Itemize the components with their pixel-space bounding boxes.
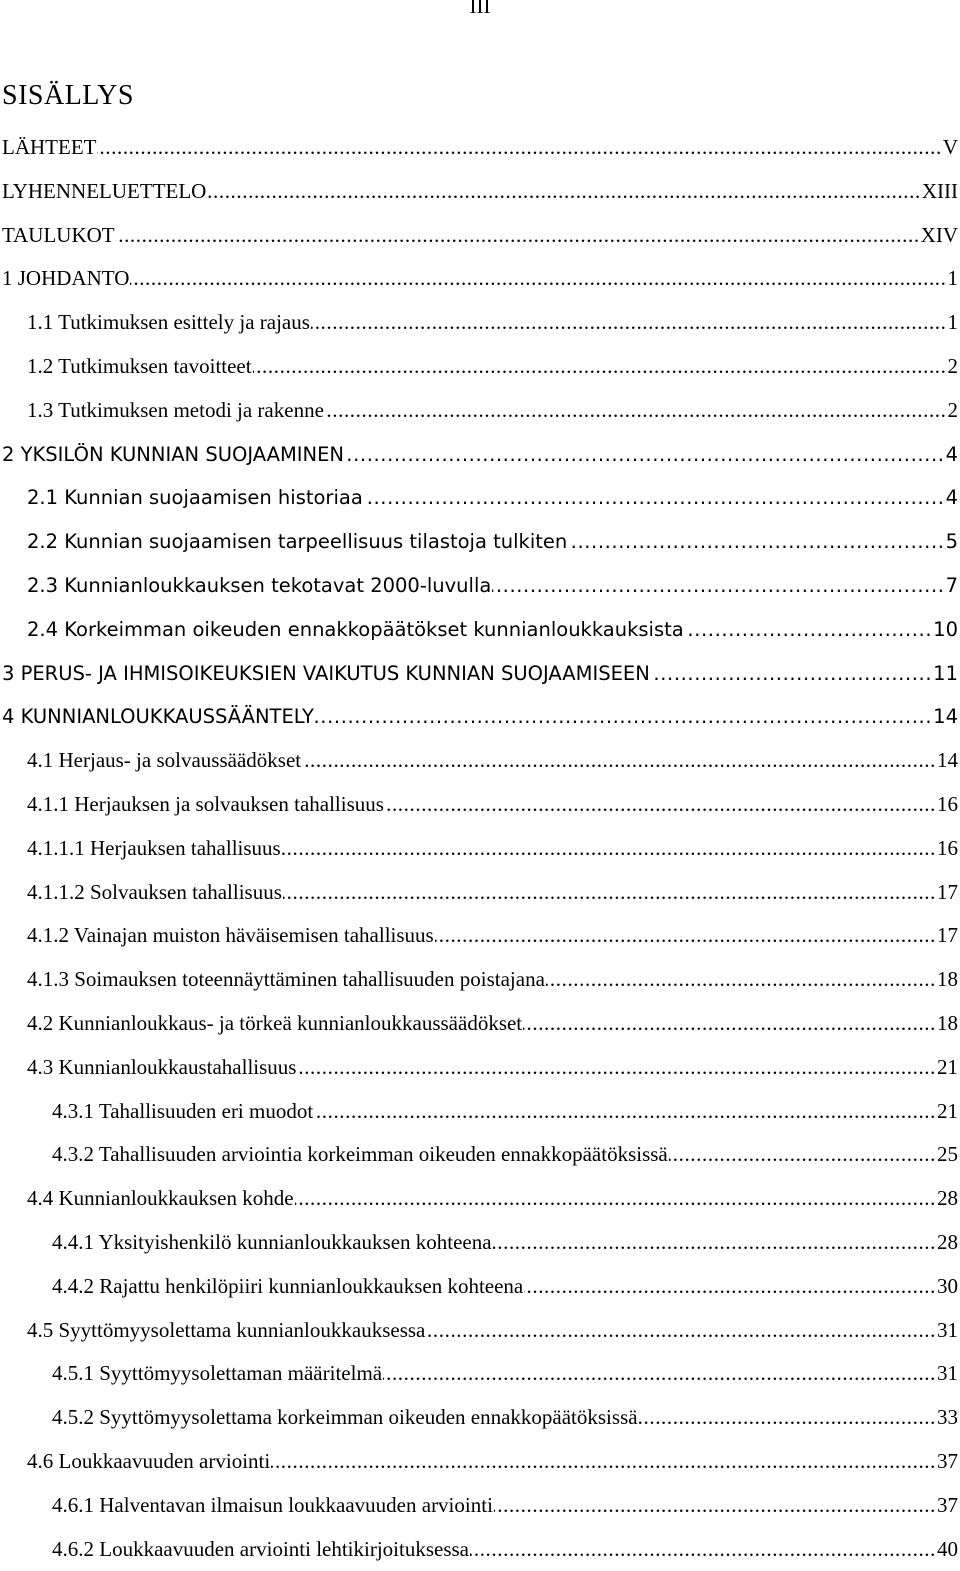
toc-dot-leader (297, 1046, 936, 1090)
toc-entry-label: 4.3 Kunnianloukkaustahallisuus (27, 1046, 296, 1090)
toc-dot-leader (639, 1396, 936, 1440)
toc-entry-label: LYHENNELUETTELO (2, 170, 206, 214)
toc-entry-label: 2 YKSILÖN KUNNIAN SUOJAAMINEN (2, 433, 344, 477)
toc-dot-leader (364, 476, 945, 520)
toc-entry-label: 2.4 Korkeimman oikeuden ennakkopäätökset kunnianloukkauksista (27, 608, 684, 652)
toc-entry[interactable] (0, 1352, 960, 1396)
toc-heading: SISÄLLYS (2, 80, 134, 112)
toc-dot-leader (669, 1133, 936, 1177)
toc-entry-label: 4.1.1.2 Solvauksen tahallisuus (27, 871, 282, 915)
toc-entry[interactable] (0, 564, 960, 608)
toc-entry-label: 1.2 Tutkimuksen tavoitteet (27, 345, 252, 389)
toc-entry[interactable] (0, 1440, 960, 1484)
toc-entry-label: 2.3 Kunnianloukkauksen tekotavat 2000-luvulla (27, 564, 491, 608)
toc-entry-label: 4.2 Kunnianloukkaus- ja törkeä kunnianloukkaussäädökset (27, 1002, 522, 1046)
toc-dot-leader (470, 1528, 936, 1571)
toc-entry-label: 4.5.1 Syyttömyysolettaman määritelmä (52, 1352, 382, 1396)
toc-entry-page: 4 (946, 476, 958, 520)
toc-entry-page: 1 (948, 301, 959, 345)
toc-dot-leader (130, 257, 946, 301)
toc-entry[interactable] (0, 1528, 960, 1571)
toc-entry[interactable] (0, 433, 960, 477)
toc-dot-leader (426, 1309, 936, 1353)
toc-entry-label: LÄHTEET (2, 126, 96, 170)
toc-entry-page: 18 (937, 1002, 958, 1046)
toc-entry-page: 1 (948, 257, 959, 301)
toc-entry-label: 2.1 Kunnian suojaamisen historiaa (27, 476, 363, 520)
toc-entry-label: 4.6.1 Halventavan ilmaisun loukkaavuuden arviointi (52, 1484, 493, 1528)
toc-entry-label: 4.5.2 Syyttömyysolettama korkeimman oikeuden ennakkopäätöksissä (52, 1396, 638, 1440)
toc-entry-label: 4.6.2 Loukkaavuuden arviointi lehtikirjoituksessa (52, 1528, 469, 1571)
toc-entry[interactable] (0, 1221, 960, 1265)
toc-entry-page: 30 (937, 1265, 958, 1309)
toc-entry-label: 4.5 Syyttömyysolettama kunnianloukkauksessa (27, 1309, 425, 1353)
toc-entry[interactable] (0, 1177, 960, 1221)
toc-entry-page: 2 (948, 345, 959, 389)
toc-entry-page: 17 (937, 914, 958, 958)
toc-dot-leader (271, 1440, 936, 1484)
toc-entry[interactable] (0, 1265, 960, 1309)
toc-entry[interactable] (0, 1090, 960, 1134)
toc-entry[interactable] (0, 608, 960, 652)
toc-dot-leader (253, 345, 947, 389)
toc-entry-page: 2 (948, 389, 959, 433)
toc-entry[interactable] (0, 520, 960, 564)
toc-entry-label: 4.1.2 Vainajan muiston häväisemisen tahallisuus (27, 914, 434, 958)
toc-entry-page: 31 (937, 1309, 958, 1353)
toc-entry-label: 2.2 Kunnian suojaamisen tarpeellisuus tilastoja tulkiten (27, 520, 567, 564)
toc-entry[interactable] (0, 1002, 960, 1046)
toc-entry-page: 14 (937, 739, 958, 783)
toc-entry-page: 31 (937, 1352, 958, 1396)
toc-entry-page: 7 (946, 564, 958, 608)
toc-entry-page: 14 (933, 695, 958, 739)
toc-dot-leader (568, 520, 944, 564)
toc-entry[interactable] (0, 301, 960, 345)
toc-entry[interactable] (0, 476, 960, 520)
toc-entry-page: 16 (937, 827, 958, 871)
toc-dot-leader (311, 301, 947, 345)
toc-entry-label: 4.3.2 Tahallisuuden arviointia korkeimman oikeuden ennakkopäätöksissä (52, 1133, 668, 1177)
toc-dot-leader (523, 1002, 936, 1046)
toc-entry-page: 37 (937, 1484, 958, 1528)
toc-entry[interactable] (0, 652, 960, 696)
toc-entry-label: 1.1 Tutkimuksen esittely ja rajaus (27, 301, 310, 345)
toc-entry[interactable] (0, 345, 960, 389)
toc-entry-label: 4.4.1 Yksityishenkilö kunnianloukkauksen kohteena (52, 1221, 492, 1265)
toc-entry-page: XIV (921, 214, 958, 258)
toc-dot-leader (385, 783, 936, 827)
toc-entry[interactable] (0, 1484, 960, 1528)
toc-entry-label: 3 PERUS- JA IHMISOIKEUKSIEN VAIKUTUS KUNNIAN SUOJAAMISEEN (2, 652, 650, 696)
toc-entry[interactable] (0, 389, 960, 433)
toc-entry-page: XIII (922, 170, 958, 214)
toc-entry[interactable] (0, 214, 960, 258)
toc-dot-leader (383, 1352, 936, 1396)
toc-entry-label: 4 KUNNIANLOUKKAUSSÄÄNTELY (2, 695, 314, 739)
toc-entry-page: 18 (937, 958, 958, 1002)
toc-dot-leader (493, 1221, 936, 1265)
toc-entry-label: 4.6 Loukkaavuuden arviointi (27, 1440, 270, 1484)
page-number: III (0, 0, 960, 19)
toc-dot-leader (283, 871, 936, 915)
toc-entry[interactable] (0, 783, 960, 827)
toc-entry-page: 17 (937, 871, 958, 915)
toc-dot-leader (282, 827, 936, 871)
toc-entry-page: 37 (937, 1440, 958, 1484)
toc-entry-page: 40 (937, 1528, 958, 1571)
toc-entry[interactable] (0, 739, 960, 783)
toc-dot-leader (116, 214, 920, 258)
toc-entry-page: 21 (937, 1090, 958, 1134)
toc-dot-leader (302, 739, 936, 783)
toc-entry[interactable] (0, 827, 960, 871)
toc-entry[interactable] (0, 1133, 960, 1177)
toc-dot-leader (314, 1090, 936, 1134)
toc-entry[interactable] (0, 1046, 960, 1090)
toc-entry[interactable] (0, 257, 960, 301)
toc-entry-page: 28 (937, 1177, 958, 1221)
toc-dot-leader (295, 1177, 936, 1221)
toc-entry-page: 21 (937, 1046, 958, 1090)
toc-dot-leader (685, 608, 932, 652)
toc-entry-page: 5 (946, 520, 958, 564)
toc-dot-leader (435, 914, 936, 958)
toc-entry-label: 4.4 Kunnianloukkauksen kohde (27, 1177, 294, 1221)
toc-entry-label: 4.3.1 Tahallisuuden eri muodot (52, 1090, 313, 1134)
toc-entry-label: 4.1.1.1 Herjauksen tahallisuus (27, 827, 281, 871)
toc-entry-page: 28 (937, 1221, 958, 1265)
toc-entry-label: 1 JOHDANTO (2, 257, 129, 301)
toc-entry[interactable] (0, 1309, 960, 1353)
toc-entry-label: 4.4.2 Rajattu henkilöpiiri kunnianloukkauksen kohteena (52, 1265, 523, 1309)
toc-entry-page: 25 (937, 1133, 958, 1177)
toc-dot-leader (492, 564, 944, 608)
toc-dot-leader (345, 433, 945, 477)
toc-entry[interactable] (0, 871, 960, 915)
toc-dot-leader (546, 958, 936, 1002)
toc-dot-leader (207, 170, 921, 214)
toc-entry-page: 4 (946, 433, 958, 477)
toc-entry[interactable] (0, 914, 960, 958)
toc-dot-leader (97, 126, 941, 170)
toc-dot-leader (651, 652, 932, 696)
toc-dot-leader (494, 1484, 936, 1528)
toc-entry[interactable] (0, 958, 960, 1002)
toc-entry-page: 10 (933, 608, 958, 652)
toc-entry-page: V (943, 126, 958, 170)
toc-entry-page: 16 (937, 783, 958, 827)
toc-entry-label: 4.1.3 Soimauksen toteennäyttäminen tahallisuuden poistajana (27, 958, 545, 1002)
toc-dot-leader (524, 1265, 936, 1309)
toc-entry[interactable] (0, 1396, 960, 1440)
toc-entry-label: TAULUKOT (2, 214, 115, 258)
toc-entry-page: 11 (933, 652, 958, 696)
toc-entry-page: 33 (937, 1396, 958, 1440)
toc-entry-label: 4.1 Herjaus- ja solvaussäädökset (27, 739, 301, 783)
toc-entry-label: 1.3 Tutkimuksen metodi ja rakenne (27, 389, 324, 433)
toc-entry[interactable] (0, 126, 960, 170)
toc-dot-leader (315, 695, 932, 739)
toc-entry-label: 4.1.1 Herjauksen ja solvauksen tahallisuus (27, 783, 384, 827)
table-of-contents (0, 126, 960, 1571)
toc-dot-leader (325, 389, 947, 433)
toc-entry[interactable] (0, 695, 960, 739)
toc-entry[interactable] (0, 170, 960, 214)
